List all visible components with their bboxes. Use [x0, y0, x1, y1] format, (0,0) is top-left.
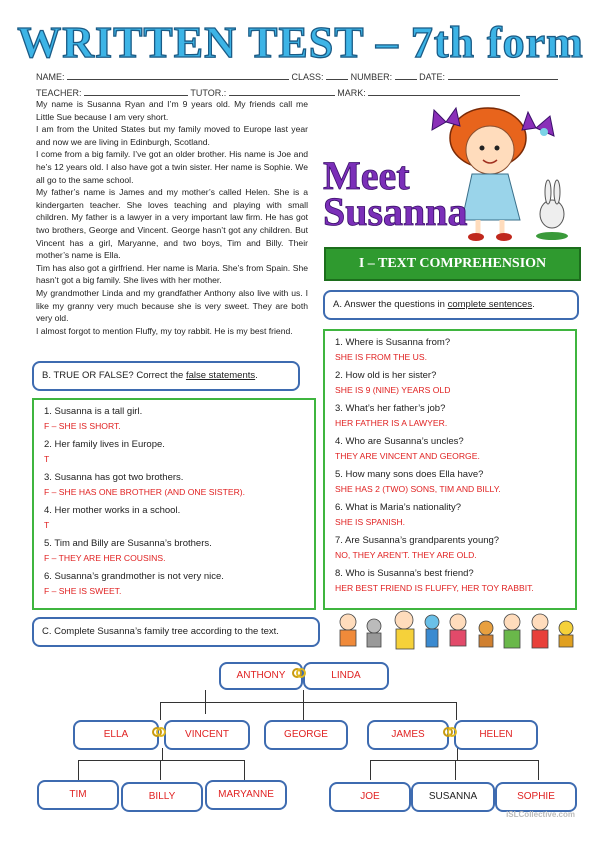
- tree-connector: [160, 760, 161, 780]
- part-b-underlined: false statements: [185, 370, 256, 381]
- part-c-instruction: [32, 617, 320, 647]
- tree-node-maryanne[interactable]: MARYANNE: [205, 780, 287, 810]
- wedding-rings-icon: [152, 726, 166, 738]
- part-a-period: .: [532, 299, 535, 310]
- question: 6. What is Maria’s nationality?: [335, 502, 462, 513]
- part-a-answers-box: [323, 329, 577, 610]
- story-paragraph: I come from a big family. I’ve got an older brother. His name is Joe and he’s 12 years old. I also have got a twin sister. Her name is Sophie. We all go to the same school.: [36, 149, 308, 185]
- name-label: NAME:: [36, 72, 65, 82]
- answer[interactable]: NO, THEY AREN’T. THEY ARE OLD.: [335, 550, 477, 560]
- part-c-text: C. Complete Susanna’s family tree according to the text.: [42, 626, 279, 637]
- tree-connector: [205, 702, 206, 714]
- tutor-field[interactable]: [229, 86, 335, 96]
- tree-connector: [456, 702, 457, 720]
- answer[interactable]: HER BEST FRIEND IS FLUFFY, HER TOY RABBIT.: [335, 583, 534, 593]
- name-field[interactable]: [67, 70, 289, 80]
- tree-connector: [538, 760, 539, 780]
- statement: 1. Susanna is a tall girl.: [44, 406, 143, 417]
- date-label: DATE:: [419, 72, 445, 82]
- part-a-instruction: [323, 290, 579, 320]
- tree-connector: [455, 760, 456, 780]
- answer[interactable]: T: [44, 520, 50, 530]
- tree-connector: [244, 760, 245, 780]
- tree-node-tim[interactable]: TIM: [37, 780, 119, 810]
- susanna-word: Susanna: [323, 189, 468, 234]
- family-characters-illustration: [334, 610, 578, 654]
- number-field[interactable]: [395, 70, 417, 80]
- worksheet-title: WRITTEN TEST – 7th form: [17, 18, 584, 67]
- tree-connector: [457, 748, 458, 760]
- part-b-period: .: [255, 370, 258, 381]
- answer[interactable]: SHE IS FROM THE US.: [335, 352, 427, 362]
- question: 7. Are Susanna’s grandparents young?: [335, 535, 500, 546]
- tree-node-ella[interactable]: ELLA: [73, 720, 159, 750]
- tree-node-joe[interactable]: JOE: [329, 782, 411, 812]
- site-credit: iSLCollective.com: [506, 810, 575, 819]
- teacher-label: TEACHER:: [36, 88, 82, 98]
- question: 2. How old is her sister?: [335, 370, 437, 381]
- date-field[interactable]: [448, 70, 558, 80]
- meet-susanna-heading: [323, 153, 468, 234]
- statement: 3. Susanna has got two brothers.: [44, 472, 184, 483]
- tree-connector: [162, 748, 163, 760]
- wedding-rings-icon: [443, 726, 457, 738]
- part-a-text: A. Answer the questions in: [333, 299, 448, 310]
- tree-connector: [78, 760, 244, 761]
- part-b-text: B. TRUE OR FALSE? Correct the: [42, 370, 186, 381]
- tree-node-george[interactable]: GEORGE: [264, 720, 348, 750]
- answer[interactable]: HER FATHER IS A LAWYER.: [335, 418, 448, 428]
- statement: 6. Susanna’s grandmother is not very nice.: [44, 571, 224, 582]
- tree-connector: [370, 760, 538, 761]
- mark-label: MARK:: [337, 88, 366, 98]
- tree-connector: [303, 690, 304, 720]
- question: 8. Who is Susanna’s best friend?: [335, 568, 474, 579]
- tree-node-sophie[interactable]: SOPHIE: [495, 782, 577, 812]
- story-paragraph: My grandmother Linda and my grandfather Anthony also live with us. I like my granny very much because she is very sweet. They are both very old.: [36, 287, 308, 324]
- answer[interactable]: F – SHE IS SHORT.: [44, 421, 121, 431]
- form-row-1: [36, 70, 558, 82]
- tree-node-linda[interactable]: LINDA: [303, 662, 389, 690]
- story-paragraph: My father’s name is James and my mother’s called Helen. She is a kindergarten teacher. She loves teaching and playing with small children. My father is a lawyer in a very important law firm. He has got two brothers, George and Vincent. George hasn’t got any children. But Vincent has a girl, Maryanne, and two boys, Tim and Billy. Their mother’s name is Ella.: [36, 187, 308, 261]
- part-b-answers-box: [32, 398, 316, 610]
- answer[interactable]: SHE IS SPANISH.: [335, 517, 406, 527]
- class-field[interactable]: [326, 70, 348, 80]
- question: 3. What’s her father’s job?: [335, 403, 446, 414]
- statement: 4. Her mother works in a school.: [44, 505, 181, 516]
- tree-connector: [160, 702, 456, 703]
- tutor-label: TUTOR.:: [190, 88, 227, 98]
- answer[interactable]: T: [44, 454, 50, 464]
- class-label: CLASS:: [291, 72, 324, 82]
- statement: 2. Her family lives in Europe.: [44, 439, 165, 450]
- story-paragraph: I almost forgot to mention Fluffy, my toy rabbit. He is my best friend.: [36, 325, 293, 336]
- text-comprehension-header: I – TEXT COMPREHENSION: [324, 247, 581, 281]
- statement: 5. Tim and Billy are Susanna’s brothers.: [44, 538, 212, 549]
- tree-node-susanna: SUSANNA: [411, 782, 495, 812]
- question: 5. How many sons does Ella have?: [335, 469, 484, 480]
- answer[interactable]: F – THEY ARE HER COUSINS.: [44, 553, 166, 563]
- story-paragraph: My name is Susanna Ryan and I’m 9 years old. My friends call me Little Sue because I am very short.: [36, 99, 308, 122]
- story-paragraph: I am from the United States but my family moved to Europe last year and now we are living in Edinburgh, Scotland.: [36, 124, 308, 147]
- question: 4. Who are Susanna’s uncles?: [335, 436, 464, 447]
- mark-field[interactable]: [368, 86, 520, 96]
- tree-connector: [160, 702, 161, 720]
- answer[interactable]: SHE IS 9 (NINE) YEARS OLD: [335, 385, 451, 395]
- story-text: [36, 98, 308, 337]
- tree-node-helen[interactable]: HELEN: [454, 720, 538, 750]
- tree-connector: [370, 760, 371, 780]
- part-a-underlined: complete sentences: [447, 299, 533, 310]
- teacher-field[interactable]: [84, 86, 188, 96]
- question: 1. Where is Susanna from?: [335, 337, 451, 348]
- tree-node-anthony[interactable]: ANTHONY: [219, 662, 303, 690]
- meet-word: Meet: [323, 153, 410, 198]
- answer[interactable]: F – SHE HAS ONE BROTHER (AND ONE SISTER).: [44, 487, 246, 497]
- answer[interactable]: THEY ARE VINCENT AND GEORGE.: [335, 451, 480, 461]
- wedding-rings-icon: [292, 667, 306, 679]
- tree-node-james[interactable]: JAMES: [367, 720, 449, 750]
- tree-connector: [78, 760, 79, 780]
- answer[interactable]: F – SHE IS SWEET.: [44, 586, 122, 596]
- part-b-instruction: [32, 361, 300, 391]
- number-label: NUMBER:: [350, 72, 393, 82]
- tree-node-billy[interactable]: BILLY: [121, 782, 203, 812]
- story-paragraph: Tim has also got a girlfriend. Her name is Maria. She’s from Spain. She hasn’t got a big family. She lives with her mother.: [36, 262, 308, 286]
- tree-node-vincent[interactable]: VINCENT: [164, 720, 250, 750]
- tree-connector: [205, 690, 206, 702]
- answer[interactable]: SHE HAS 2 (TWO) SONS, TIM AND BILLY.: [335, 484, 501, 494]
